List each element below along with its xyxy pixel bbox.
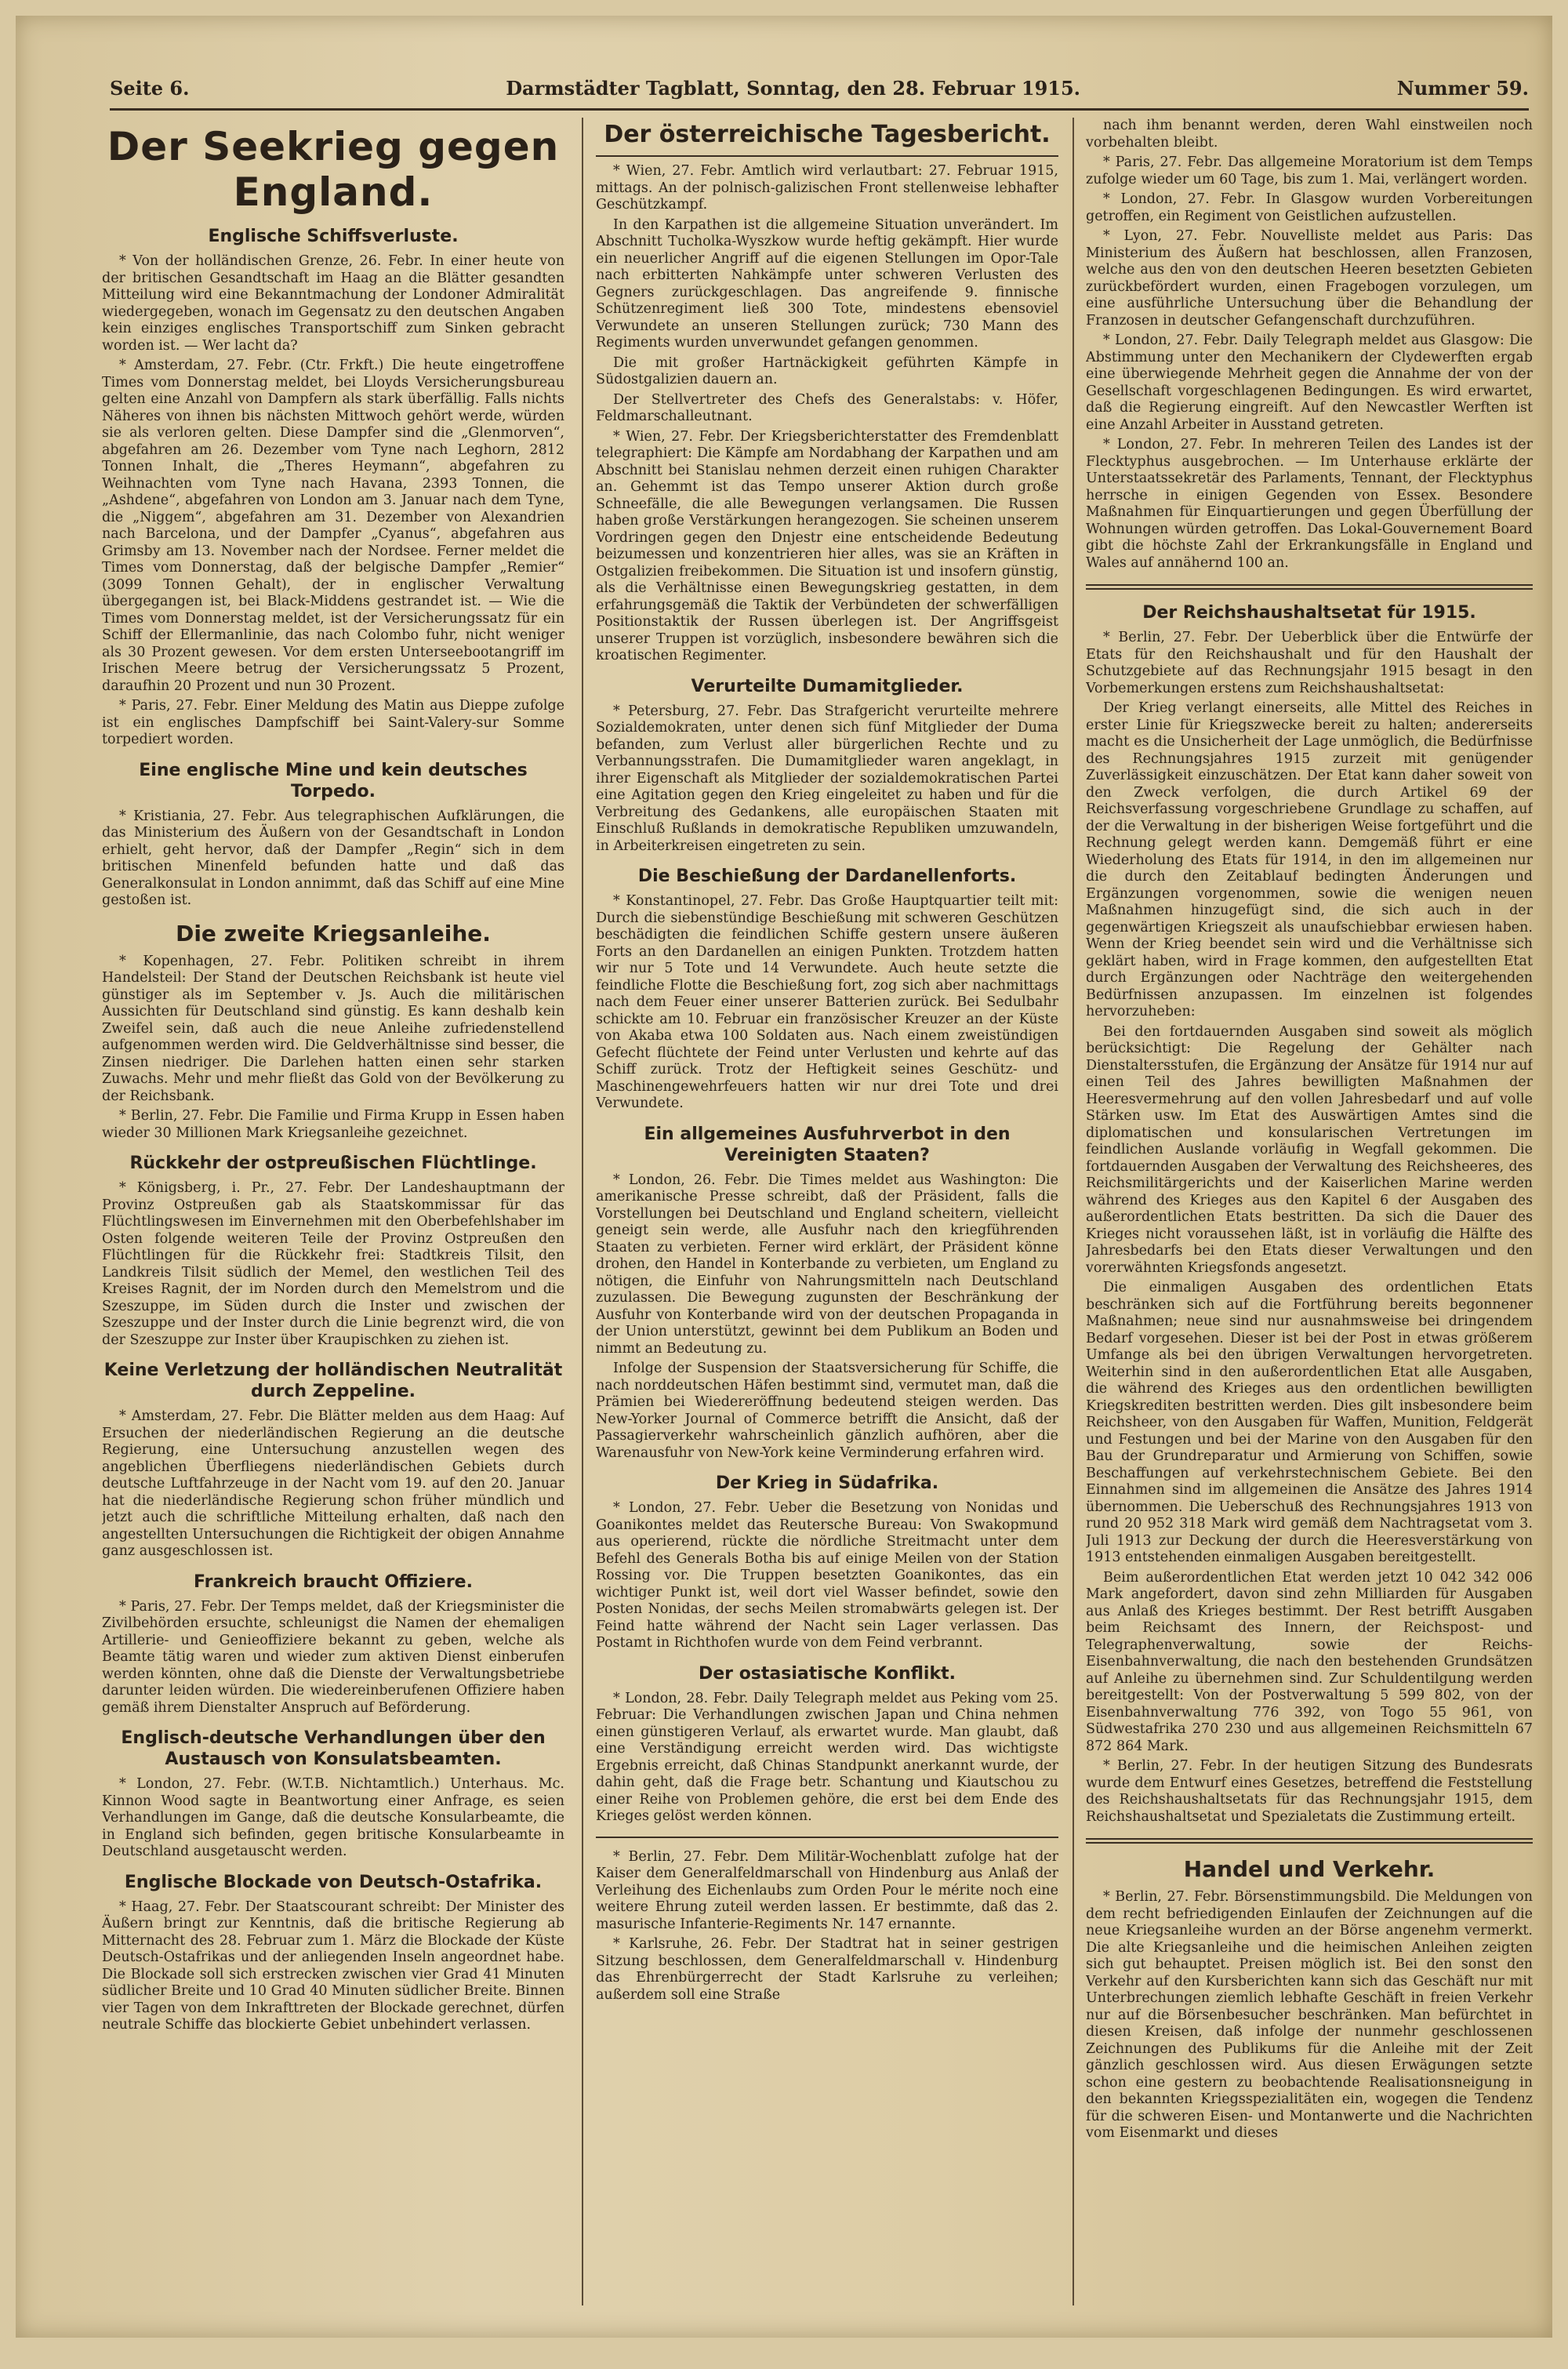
article-heading: Englische Schiffsverluste. xyxy=(208,227,459,246)
article-paragraph: Die mit großer Hartnäckigkeit geführten Kämpfe in Südostgalizien dauern an. xyxy=(596,354,1058,387)
article-paragraph: Beim außerordentlichen Etat werden jetzt 10 042 342 006 Mark angefordert, davon sind zehn Milliarden für Ausgaben aus Anlaß des Krieges bestimmt. Der Rest betrifft Ausgaben beim Reichsamt des Innern, der Reichspost- und Telegraphenverwaltung, sowie der Reichs-Eisenbahnverwaltung, die nach den bestehenden Grundsätzen auf Anleihe zu übernehmen sind. Zur Schuldentilgung werden bereitgestellt: Von der Postverwaltung 5 599 802, von der Eisenbahnverwaltung 776 392, von Togo 55 961, von Südwestafrika 270 230 und aus allgemeinen Reichsmitteln 67 872 864 Mark. xyxy=(1086,1569,1533,1754)
article-heading: Eine englische Mine und kein deutsches Torpedo. xyxy=(139,760,528,801)
divider xyxy=(596,1837,1058,1838)
article-paragraph: * London, 27. Febr. In Glasgow wurden Vorbereitungen getroffen, ein Regiment von Geistlichen aufzustellen. xyxy=(1086,191,1533,224)
article-paragraph: * Lyon, 27. Febr. Nouvelliste meldet aus Paris: Das Ministerium des Äußern hat beschlossen, allen Franzosen, welche aus den von den deutschen Heeren besetzten Gebieten zurückbefördert wurden, einen Fragebogen vorzulegen, um eine ausführliche Untersuchung über die Behandlung der Franzosen in deutscher Gefangenschaft durchzuführen. xyxy=(1086,228,1533,329)
article-paragraph: Der Krieg verlangt einerseits, alle Mittel des Reiches in erster Linie für Kriegszwecke bereit zu halten; andererseits macht es die Unsicherheit der Lage unmöglich, die Bedürfnisse des Rechnungsjahres 1915 zurzeit mit genügender Zuverlässigkeit einzuschätzen. Der Etat kann daher soweit von den Zweck verfolgen, die durch Artikel 69 der Reichsverfassung vorgeschriebene Grundlage zu schaffen, auf der die Verwaltung in der bisherigen Weise fortgeführt und die Rechnung gelegt werden kann. Demgemäß führt er eine Wiederholung des Etats für 1914, in den im allgemeinen nur die durch den Zeitablauf bedingten Änderungen und Ergänzungen vorgenommen, sowie die wenigen neuen Maßnahmen hinzugefügt sind, die sich auch in der gegenwärtigen Kriegszeit als unaufschiebbar erwiesen haben. Wenn der Krieg beendet sein wird und die Verhältnisse sich geklärt haben, wird in Frage kommen, den aufgestellten Etat durch Ergänzungen oder Nachträge den weitergehenden Bedürfnissen anzupassen. Im einzelnen ist folgendes hervorzuheben: xyxy=(1086,700,1533,1019)
article-paragraph: Infolge der Suspension der Staatsversicherung für Schiffe, die nach norddeutschen Häfen bestimmt sind, vermutet man, daß die Prämien bei Wiedereröffnung bedeutend steigen werden. Das New-Yorker Journal of Commerce betrifft die Ansicht, daß der Passagierverkehr wahrscheinlich gänzlich aufhören, aber die Warenausfuhr von New-York keine Verminderung erfahren wird. xyxy=(596,1361,1058,1461)
article-paragraph: * Wien, 27. Febr. Der Kriegsberichterstatter des Fremdenblatt telegraphiert: Die Kämpfe am Nordabhang der Karpathen und am Abschnitt bei Stanislau nehmen derzeit einen ruhigen Charakter an. Gehemmt ist das Tempo unserer Aktion durch große Schneefälle, die alle Bewegungen verlangsamen. Die Russen haben große Verstärkungen herangezogen. Sie scheinen unserem Vordringen gegen den Dnjestr eine entscheidende Bedeutung beizumessen und konzentrieren hier alles, was sie an Kräften in Ostgalizien freibekommen. Die Situation ist und insofern günstig, als die Verhältnisse einen Bewegungskrieg gestatten, in dem erfahrungsgemäß die Taktik der Verbündeten der schwerfälligen Positionstaktik der Russen überlegen ist. Der Angriffsgeist unserer Truppen ist vorzüglich, insbesondere bewähren sich die kroatischen Regimenter. xyxy=(596,428,1058,663)
article-paragraph: * London, 27. Febr. In mehreren Teilen des Landes ist der Flecktyphus ausgebrochen. — Im Unterhause erklärte der Unterstaatssekretär des Parlaments, Tennant, der Flecktyphus herrsche in einigen Gegenden von Essex. Besondere Maßnahmen für Einquartierungen und gegen Überfüllung der Wohnungen würden getroffen. Das Lokal-Gouvernement Board gibt die höchste Zahl der Erkrankungsfälle in England und Wales auf annähernd 100 an. xyxy=(1086,437,1533,571)
column-rule xyxy=(1073,118,1074,2305)
article-heading: Der ostasiatische Konflikt. xyxy=(699,1663,956,1684)
article-paragraph: * Berlin, 27. Febr. Börsenstimmungsbild. Die Meldungen von dem recht befriedigenden Einlaufen der Zeichnungen auf die neue Kriegsanleihe wurden an der Börse angenehm vermerkt. Die alte Kriegsanleihe und die heimischen Anleihen zeigten sich gut behauptet. Preisen möglich ist. Bei den sonst den Verkehr auf den Kursberichten kann sich das Geschäft nur mit Unterbrechungen ziemlich lebhafte Geschäft in freien Verkehr nur auf die Börsenbesucher beschränken. Man befürchtet in diesen Kreisen, daß infolge der nunmehr geschlossenen Zeichnungen des Publikums für die Anleihe mit der Zeit gänzlich geschlossen wird. Aus diesen Erwägungen setzte schon eine gestern zu beobachtende Realisationsneigung in den bekannten Kriegsspezialitäten ein, wogegen die Tendenz für die schweren Eisen- und Montanwerte und die Nachrichten vom Eisenmarkt und dieses xyxy=(1086,1889,1533,2141)
issue-number: Nummer 59. xyxy=(1396,76,1529,100)
article-heading: Rückkehr der ostpreußischen Flüchtlinge. xyxy=(129,1154,537,1173)
article-heading: Die zweite Kriegsanleihe. xyxy=(176,920,491,947)
article-paragraph: * Berlin, 27. Febr. Dem Militär-Wochenblatt zufolge hat der Kaiser dem Generalfeldmarschall von Hindenburg aus Anlaß der Verleihung des Eichenlaubs zum Orden Pour le mérite noch eine weitere Ehrung zuteil werden lassen. Er bestimmte, daß das 2. masurische Infanterie-Regiments Nr. 147 ernannte. xyxy=(596,1848,1058,1932)
column-2 xyxy=(596,118,1058,2313)
column-3 xyxy=(1086,118,1533,2313)
masthead xyxy=(110,72,1529,111)
article-paragraph: * Paris, 27. Febr. Das allgemeine Moratorium ist dem Temps zufolge wieder um 60 Tage, bis zum 1. Mai, verlängert worden. xyxy=(1086,154,1533,187)
article-paragraph: Der Stellvertreter des Chefs des Generalstabs: v. Höfer, Feldmarschalleutnant. xyxy=(596,391,1058,424)
main-headline: Der Seekrieg gegen England. xyxy=(107,124,560,215)
article-paragraph: * Paris, 27. Febr. Der Temps meldet, daß der Kriegsminister die Zivilbehörden ersuchte, schleunigst die Namen der ehemaligen Artillerie- und Genieoffiziere bekannt zu geben, welche als Beamte tätig waren und wieder zum aktiven Dienst einberufen werden könnten, ohne daß die Dienste der Verwaltungsbetriebe darunter leiden würden. Die wiedereinberufenen Offiziere haben gemäß ihrem Dienstalter Anspruch auf Beförderung. xyxy=(102,1598,564,1716)
article-paragraph: * Paris, 27. Febr. Einer Meldung des Matin aus Dieppe zufolge ist ein englisches Dampfschiff bei Saint-Valery-sur Somme torpediert worden. xyxy=(102,698,564,747)
article-heading: Englisch-deutsche Verhandlungen über den Austausch von Konsulatsbeamten. xyxy=(121,1728,546,1769)
article-heading: Keine Verletzung der holländischen Neutralität durch Zeppeline. xyxy=(103,1361,563,1401)
article-heading: Frankreich braucht Offiziere. xyxy=(194,1571,473,1592)
page-number: Seite 6. xyxy=(110,76,190,100)
article-paragraph: * Berlin, 27. Febr. Die Familie und Firma Krupp in Essen haben wieder 30 Millionen Mark Kriegsanleihe gezeichnet. xyxy=(102,1108,564,1141)
article-paragraph: * Konstantinopel, 27. Febr. Das Große Hauptquartier teilt mit: Durch die siebenstündige Beschießung mit schweren Geschützen beschädigten die feindlichen Schiffe gestern unsere äußeren Forts an den Dardanellen an einigen Punkten. Trotzdem hatten wir nur 5 Tote und 14 Verwundete. Auch heute setzte die feindliche Flotte die Beschießung fort, zog sich aber nachmittags nach dem Feuer einer unserer Batterien zurück. Bei Sedulbahr schickte am 10. Februar ein französischer Kreuzer an der Küste von Akaba etwa 100 Soldaten aus. Nach einem zweistündigen Gefecht flüchtete der Feind unter Verlusten und kehrte auf das Schiff zurück. Trotz der Heftigkeit seines Geschütz- und Maschinengewehrfeuers hatten wir nur drei Tote und drei Verwundete. xyxy=(596,893,1058,1111)
article-paragraph: * Amsterdam, 27. Febr. Die Blätter melden aus dem Haag: Auf Ersuchen der niederländischen Regierung an die deutsche Regierung, eine Untersuchung anzustellen wegen des angeblichen Überfliegens niederländischen Gebiets durch deutsche Luftfahrzeuge in der Nacht vom 19. auf den 20. Januar hat die niederländische Regierung schon früher mündlich und jetzt auch die schriftliche Mitteilung erhalten, daß nach den angestellten Untersuchungen die Richtigkeit der obigen Annahme ganz ausgeschlossen ist. xyxy=(102,1408,564,1559)
article-paragraph: * London, 27. Febr. Daily Telegraph meldet aus Glasgow: Die Abstimmung unter den Mechanikern der Clydewerften ergab eine überwiegende Mehrheit gegen die Annahme der von der Gesellschaft vorgeschlagenen Bedingungen. Es wird erwartet, daß die Regierung eingreift. Auf den Newcastler Werften ist eine Anzahl Arbeiter in Ausstand getreten. xyxy=(1086,332,1533,433)
article-paragraph: In den Karpathen ist die allgemeine Situation unverändert. Im Abschnitt Tucholka-Wyszkow wurde heftig gekämpft. Hier wurde ein neuerlicher Angriff auf die eigenen Stellungen im Opor-Tale nach erbitterten Nahkämpfe unter schweren Verlusten des Gegners zurückgeschlagen. Das angreifende 9. finnische Schützenregiment ließ 300 Tote, mindestens ebensoviel Verwundete an unseren Stellungen zurück; 730 Mann des Regiments wurden unverwundet gefangen genommen. xyxy=(596,216,1058,351)
newspaper-page xyxy=(16,16,1552,2338)
article-paragraph: * Kristiania, 27. Febr. Aus telegraphischen Aufklärungen, die das Ministerium des Äußern von der Gesandtschaft in London erhielt, geht hervor, daß der Dampfer „Regin“ sich in dem britischen Minenfeld befunden hatte und daß das Generalkonsulat in London annimmt, daß das Schiff auf eine Mine gestoßen ist. xyxy=(102,808,564,908)
article-paragraph: * Kopenhagen, 27. Febr. Politiken schreibt in ihrem Handelsteil: Der Stand der Deutschen Reichsbank ist heute viel günstiger als im September v. Js. Auch die militärischen Aussichten für Deutschland sind günstig. Es kann deshalb kein Zweifel sein, daß auch die neue Anleihe zufriedenstellend aufgenommen werden wird. Die Geldverhältnisse sind besser, die Zinsen niedriger. Die Darlehen hatten einen sehr starken Zuwachs. Mehr und mehr fließt das Gold von der Bevölkerung zu der Reichsbank. xyxy=(102,953,564,1104)
article-paragraph: * Amsterdam, 27. Febr. (Ctr. Frkft.) Die heute eingetroffene Times vom Donnerstag meldet, bei Lloyds Versicherungsbureau gelten eine Anzahl von Dampfern als stark überfällig. Falls nichts Näheres von ihnen bis nächsten Mittwoch gehört werde, würden sie als verloren gelten. Diese Dampfer sind die „Glenmorven“, abgefahren am 26. Dezember vom Tyne nach Leghorn, 2812 Tonnen Inhalt, die „Theres Heymann“, abgefahren zu Weihnachten vom Tyne nach Havana, 2393 Tonnen, die „Ashdene“, abgefahren von London am 3. Januar nach dem Tyne, die „Niggem“, abgefahren am 31. Dezember von Alexandrien nach Barcelona, und der Dampfer „Cyanus“, abgefahren aus Grimsby am 13. November nach der Nordsee. Ferner meldet die Times vom Donnerstag, daß der belgische Dampfer „Remier“ (3099 Tonnen Gehalt), der in englischer Verwaltung übergegangen ist, bei Black-Middens gestrandet ist. — Wie die Times vom Donnerstag meldet, ist der Versicherungssatz für ein Schiff der Ellermanlinie, das nach Colombo fuhr, nicht weniger als 30 Prozent gewesen. Vor dem ersten Unterseebootangriff im Irischen Meere betrug der Versicherungssatz 5 Prozent, daraufhin 20 Prozent und nun 30 Prozent. xyxy=(102,358,564,694)
column-rule xyxy=(582,118,583,2305)
article-heading: Die Beschießung der Dardanellenforts. xyxy=(637,867,1017,886)
newspaper-title-date: Darmstädter Tagblatt, Sonntag, den 28. Februar 1915. xyxy=(506,76,1081,100)
article-paragraph: Bei den fortdauernden Ausgaben sind soweit als möglich berücksichtigt: Die Regelung der Gehälter nach Dienstaltersstufen, die Ergänzung der Ansätze für 1914 nur auf einen Teil des Jahres bewilligten Maßnahmen der Heeresvermehrung auf den vollen Jahresbedarf und auf volle Stärken usw. Im Etat des Auswärtigen Amtes sind die diplomatischen und konsularischen Vertretungen im feindlichen Auslande vorläufig in Wegfall gekommen. Die fortdauernden Ausgaben der Verwaltung des Reichsheeres, des Reichsmilitärgerichts und der Kaiserlichen Marine werden während des Krieges aus den Kapitel 6 der Ausgaben des außerordentlichen Etats bestritten. Da sich die Dauer des Krieges nicht voraussehen läßt, ist in vorläufig die Hälfte des Jahresbedarfs bei den Etats dieser Verwaltungen und den vorerwähnten Kriegsfonds angesetzt. xyxy=(1086,1023,1533,1276)
article-paragraph: * Petersburg, 27. Febr. Das Strafgericht verurteilte mehrere Sozialdemokraten, unter denen sich fünf Mitglieder der Duma befanden, zum Verlust aller bürgerlichen Rechte und zu Verbannungsstrafen. Die Dumamitglieder waren angeklagt, in ihrer Eigenschaft als Mitglieder der sozialdemokratischen Partei eine Agitation gegen den Krieg eingeleitet zu haben und für die Verbreitung des Gedankens, alle europäischen Staaten mit Einschluß Rußlands in demokratische Republiken umzuwandeln, in Arbeiterkreisen eingetreten zu sein. xyxy=(596,703,1058,854)
divider xyxy=(1086,584,1533,590)
article-paragraph: * London, 28. Febr. Daily Telegraph meldet aus Peking vom 25. Februar: Die Verhandlungen zwischen Japan und China nehmen einen günstigeren Verlauf, als erwartet wurde. Man glaubt, daß eine Verständigung erreicht werden wird. Das wichtigste Ergebnis erreicht, daß Chinas Standpunkt anerkannt wurde, der dahin geht, daß die Frage betr. Schantung und Kiautschou zu einer Reihe von Problemen gehöre, die erst bei dem Ende des Krieges gelöst werden können. xyxy=(596,1690,1058,1824)
article-paragraph: * Wien, 27. Febr. Amtlich wird verlautbart: 27. Februar 1915, mittags. An der polnisch-galizischen Front stellenweise lebhafter Geschützkampf. xyxy=(596,163,1058,213)
article-paragraph: * Berlin, 27. Febr. Der Ueberblick über die Entwürfe der Etats für den Reichshaushalt und für den Haushalt der Schutzgebiete auf das Rechnungsjahr 1915 besagt in den Vorbemerkungen erstens zum Reichshaushaltsetat: xyxy=(1086,630,1533,696)
article-heading: Der Krieg in Südafrika. xyxy=(715,1473,939,1493)
article-heading: Der österreichische Tagesbericht. xyxy=(596,121,1058,157)
article-paragraph: * London, 27. Febr. (W.T.B. Nichtamtlich.) Unterhaus. Mc. Kinnon Wood sagte in Beantwortung einer Anfrage, es seien Verhandlungen im Gange, daß die deutsche Konsularbeamte, die in England sich befinden, gegen britische Konsularbeamte in Deutschland ausgetauscht werden. xyxy=(102,1776,564,1859)
article-paragraph: Die einmaligen Ausgaben des ordentlichen Etats beschränken sich auf die Fortführung bereits begonnener Maßnahmen; neue sind nur ausnahmsweise bei dringendem Bedarf vorgesehen. Dieser ist bei der Post in etwas größerem Umfange als bei den übrigen Verwaltungen hervorgetreten. Weiterhin sind in den außerordentlichen Etat alle Ausgaben, die während des Krieges aus den ordentlichen bewilligten Kriegskrediten bestritten werden. Dies gilt insbesondere beim Reichsheer, von den Ausgaben für Waffen, Munition, Feldgerät und Festungen und bei der Marine von den Ausgaben für den Bau der Grundreparatur und Armierung von Schiffen, sowie Beschaffungen auf verkehrstechnischem Gebiete. Bei den Einnahmen sind im allgemeinen die Ansätze des Jahres 1914 übernommen. Die Ueberschuß des Rechnungsjahres 1913 von rund 20 952 318 Mark wird gemäß dem Nachtragsetat vom 3. Juli 1913 zur Deckung der durch die Heeresverstärkung von 1913 entstehenden einmaligen Ausgaben bereitgestellt. xyxy=(1086,1280,1533,1565)
article-paragraph: * London, 27. Febr. Ueber die Besetzung von Nonidas und Goanikontes meldet das Reutersche Bureau: Von Swakopmund aus operierend, rückte die nördliche Streitmacht unter dem Befehl des Generals Botha bis auf einige Meilen von der Station Rossing vor. Die Truppen besetzten Goanikontes, das ein wichtiger Punkt ist, weil dort viel Wasser befindet, sowie den Posten Nonidas, der sechs Meilen stromabwärts gelegen ist. Der Feind hatte während der Nacht sein Lager verlassen. Das Postamt in Richthofen wurde von dem Feind verbrannt. xyxy=(596,1500,1058,1651)
article-heading: Ein allgemeines Ausfuhrverbot in den Vereinigten Staaten? xyxy=(644,1124,1011,1165)
divider xyxy=(1086,1838,1533,1844)
article-heading: Verurteilte Dumamitglieder. xyxy=(691,676,964,696)
column-1 xyxy=(102,118,564,2313)
article-paragraph: * Von der holländischen Grenze, 26. Febr. In einer heute von der britischen Gesandtschaft im Haag an die Blätter gesandten Mitteilung wird eine Bekanntmachung der Londoner Admiralität wiedergegeben, wonach im Gegensatz zu den deutschen Angaben kein einziges englisches Transportschiff zum Sinken gebracht worden ist. — Wer lacht da? xyxy=(102,253,564,354)
article-paragraph: * Karlsruhe, 26. Febr. Der Stadtrat hat in seiner gestrigen Sitzung beschlossen, dem Generalfeldmarschall v. Hindenburg das Ehrenbürgerrecht der Stadt Karlsruhe zu verleihen; außerdem soll eine Straße xyxy=(596,1936,1058,2003)
article-paragraph: * Königsberg, i. Pr., 27. Febr. Der Landeshauptmann der Provinz Ostpreußen gab als Staatskommissar für das Flüchtlingswesen im Einvernehmen mit den Oberbefehlshaber im Osten folgende weiteren Teile der Provinz Ostpreußen den Flüchtlingen für die Rückkehr frei: Stadtkreis Tilsit, den Landkreis Tilsit südlich der Memel, den westlichen Teil des Kreises Ragnit, der im Norden durch den Memelstrom und die Szeszuppe, im Süden durch die Inster und zwischen der Szeszuppe und der Inster durch die Linie begrenzt wird, die von der Szeszuppe zur Inster über Kraupischken zu ziehen ist. xyxy=(102,1180,564,1348)
article-paragraph: * London, 26. Febr. Die Times meldet aus Washington: Die amerikanische Presse schreibt, daß der Präsident, falls die Vorstellungen bei Deutschland und England scheitern, vielleicht geneigt sein werde, alle Ausfuhr nach den kriegführenden Staaten zu verbieten. Ferner wird erklärt, der Präsident könne drohen, den Handel in Konterbande zu verbieten, um England zu nötigen, die Einfuhr von Nahrungsmitteln nach Deutschland zuzulassen. Die Bewegung zugunsten der Beschränkung der Ausfuhr von Konterbande wird von der deutschen Propaganda in der Union unterstützt, gewinnt bei dem Publikum an Boden und nimmt an Bedeutung zu. xyxy=(596,1172,1058,1357)
article-paragraph: * Berlin, 27. Febr. In der heutigen Sitzung des Bundesrats wurde dem Entwurf eines Gesetzes, betreffend die Feststellung des Reichshaushaltsetats für das Rechnungsjahr 1915, dem Reichshaushaltsetat und Spezialetats die Zustimmung erteilt. xyxy=(1086,1758,1533,1825)
article-paragraph: * Haag, 27. Febr. Der Staatscourant schreibt: Der Minister des Äußern bringt zur Kenntnis, daß die britische Regierung ab Mitternacht des 28. Februar zum 1. März die Blockade der Küste Deutsch-Ostafrikas und der anliegenden Inseln angeordnet habe. Die Blockade soll sich erstrecken zwischen vier Grad 41 Minuten südlicher Breite und 10 Grad 40 Minuten südlicher Breite. Binnen vier Tagen von dem Inkrafttreten der Blockade gerechnet, dürfen neutrale Schiffe das blockierte Gebiet unbehindert verlassen. xyxy=(102,1898,564,2033)
article-heading: Der Reichshaushaltsetat für 1915. xyxy=(1142,603,1476,623)
article-heading: Handel und Verkehr. xyxy=(1183,1856,1436,1882)
article-heading: Englische Blockade von Deutsch-Ostafrika. xyxy=(124,1872,543,1892)
article-paragraph: nach ihm benannt werden, deren Wahl einstweilen noch vorbehalten bleibt. xyxy=(1086,118,1533,151)
